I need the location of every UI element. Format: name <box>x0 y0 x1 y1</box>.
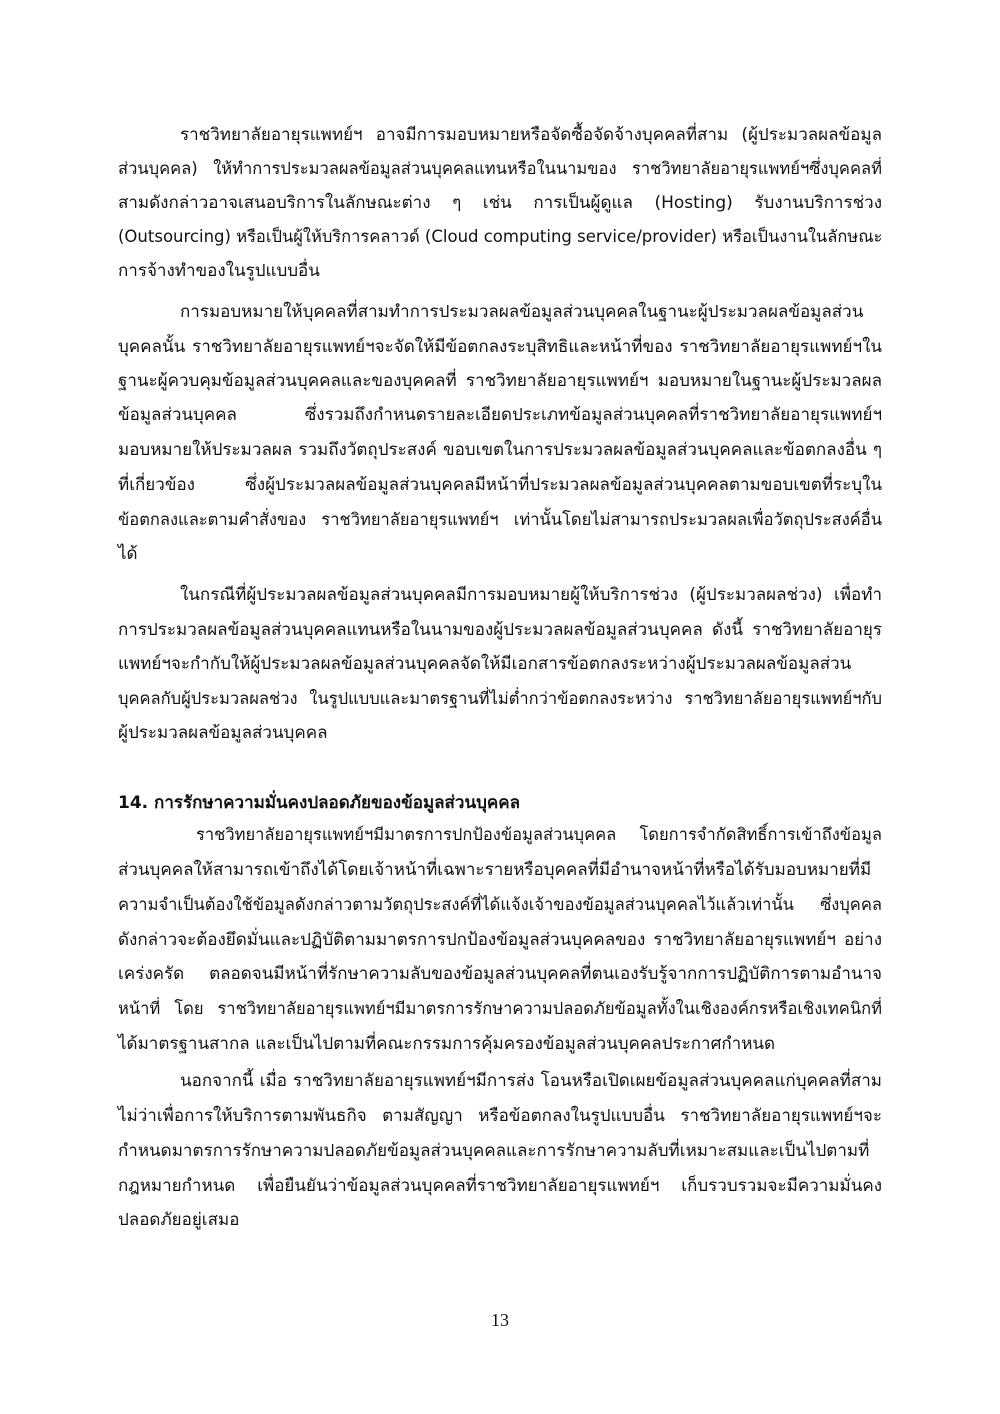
text-line: สามดังกล่าวอาจเสนอบริการในลักษณะต่าง ๆ เช่น การเป็นผู้ดูแล (Hosting) รับงานบริการช่วง <box>118 193 882 213</box>
section-heading: 14. การรักษาความมั่นคงปลอดภัยของข้อมูลส่วนบุคคล <box>118 793 521 813</box>
text-line: ความจำเป็นต้องใช้ข้อมูลดังกล่าวตามวัตถุประสงค์ที่ได้แจ้งเจ้าของข้อมูลส่วนบุคคลไว้แล้วเท่านั้น ซึ่งบุคคล <box>118 895 882 914</box>
text-line: ปลอดภัยอยู่เสมอ <box>118 1210 240 1230</box>
text-line: บุคคลนั้น ราชวิทยาลัยอายุรแพทย์ฯจะจัดให้มีข้อตกลงระบุสิทธิและหน้าที่ของ ราชวิทยาลัยอายุรแพทย์ฯใน <box>118 337 882 357</box>
text-line: หน้าที่ โดย ราชวิทยาลัยอายุรแพทย์ฯมีมาตรการรักษาความปลอดภัยข้อมูลทั้งในเชิงองค์กรหรือเชิงเทคนิกที่ <box>118 999 882 1018</box>
text-line: ได้มาตรฐานสากล และเป็นไปตามที่คณะกรรมการคุ้มครองข้อมูลส่วนบุคคลประกาศกำหนด <box>118 1034 776 1054</box>
text-line: (Outsourcing) หรือเป็นผู้ให้บริการคลาวด์ (Cloud computing service/provider) หรือเป็นงานในลักษณะ <box>118 227 883 246</box>
text-line: ในกรณีที่ผู้ประมวลผลข้อมูลส่วนบุคคลมีการมอบหมายผู้ให้บริการช่วง (ผู้ประมวลผลช่วง) เพื่อทำ <box>180 585 882 605</box>
text-line: การจ้างทำของในรูปแบบอื่น <box>118 261 320 281</box>
text-line: นอกจากนี้ เมื่อ ราชวิทยาลัยอายุรแพทย์ฯมีการส่ง โอนหรือเปิดเผยข้อมูลส่วนบุคคลแก่บุคคลที่สาม <box>180 1071 882 1091</box>
text-line: ส่วนบุคคลให้สามารถเข้าถึงได้โดยเจ้าหน้าที่เฉพาะรายหรือบุคคลที่มีอำนาจหน้าที่หรือได้รับมอบหมายที่มี <box>118 860 872 880</box>
text-line: ผู้ประมวลผลข้อมูลส่วนบุคคล <box>118 723 328 743</box>
text-line: กฎหมายกำหนด เพื่อยืนยันว่าข้อมูลส่วนบุคคลที่ราชวิทยาลัยอายุรแพทย์ฯ เก็บรวบรวมจะมีความมั่นคง <box>118 1176 882 1196</box>
text-line: มอบหมายให้ประมวลผล รวมถึงวัตถุประสงค์ ขอบเขตในการประมวลผลข้อมูลส่วนบุคคลและข้อตกลงอื่น ๆ <box>118 440 882 460</box>
text-line: ข้อตกลงและตามคำสั่งของ ราชวิทยาลัยอายุรแพทย์ฯ เท่านั้นโดยไม่สามารถประมวลผลเพื่อวัตถุประสงค์อื่น <box>118 510 882 529</box>
text-line: กำหนดมาตรการรักษาความปลอดภัยข้อมูลส่วนบุคคลและการรักษาความลับที่เหมาะสมและเป็นไปตามที่ <box>118 1141 870 1161</box>
text-line: ส่วนบุคคล) ให้ทำการประมวลผลข้อมูลส่วนบุคคลแทนหรือในนามของ ราชวิทยาลัยอายุรแพทย์ฯซึ่งบุคคลที่ <box>118 159 882 178</box>
text-line: ดังกล่าวจะต้องยึดมั่นและปฏิบัติตามมาตรการปกป้องข้อมูลส่วนบุคคลของ ราชวิทยาลัยอายุรแพทย์ฯ อย่าง <box>118 930 882 950</box>
text-line: ได้ <box>118 544 138 564</box>
text-line: ที่เกี่ยวข้อง ซึ่งผู้ประมวลผลข้อมูลส่วนบุคคลมีหน้าที่ประมวลผลข้อมูลส่วนบุคคลตามขอบเขตที่ระบุใน <box>118 475 882 495</box>
page-number: 13 <box>491 1310 509 1330</box>
text-line: เคร่งครัด ตลอดจนมีหน้าที่รักษาความลับของข้อมูลส่วนบุคคลที่ตนเองรับรู้จากการปฏิบัติการตามอำนาจ <box>118 964 882 984</box>
text-line: แพทย์ฯจะกำกับให้ผู้ประมวลผลข้อมูลส่วนบุคคลจัดให้มีเอกสารข้อตกลงระหว่างผู้ประมวลผลข้อมูลส่วน <box>118 654 852 674</box>
text-line: ฐานะผู้ควบคุมข้อมูลส่วนบุคคลและของบุคคลที่ ราชวิทยาลัยอายุรแพทย์ฯ มอบหมายในฐานะผู้ประมวลผล <box>118 371 882 391</box>
text-line: บุคคลกับผู้ประมวลผลช่วง ในรูปแบบและมาตรฐานที่ไม่ต่ำกว่าข้อตกลงระหว่าง ราชวิทยาลัยอายุรแพทย์ฯกับ <box>118 689 882 708</box>
text-line: การมอบหมายให้บุคคลที่สามทำการประมวลผลข้อมูลส่วนบุคคลในฐานะผู้ประมวลผลข้อมูลส่วน <box>180 302 864 322</box>
text-line: ไม่ว่าเพื่อการให้บริการตามพันธกิจ ตามสัญญา หรือข้อตกลงในรูปแบบอื่น ราชวิทยาลัยอายุรแพทย์ฯจะ <box>118 1106 882 1126</box>
text-line: ข้อมูลส่วนบุคคล ซึ่งรวมถึงกำหนดรายละเอียดประเภทข้อมูลส่วนบุคคลที่ราชวิทยาลัยอายุรแพทย์ฯ <box>118 405 882 425</box>
text-line: ราชวิทยาลัยอายุรแพทย์ฯมีมาตรการปกป้องข้อมูลส่วนบุคคล โดยการจำกัดสิทธิ์การเข้าถึงข้อมูล <box>196 825 882 844</box>
text-line: ราชวิทยาลัยอายุรแพทย์ฯ อาจมีการมอบหมายหรือจัดซื้อจัดจ้างบุคคลที่สาม (ผู้ประมวลผลข้อมูล <box>180 125 882 145</box>
text-line: การประมวลผลข้อมูลส่วนบุคคลแทนหรือในนามของผู้ประมวลผลข้อมูลส่วนบุคคล ดังนี้ ราชวิทยาลัยอายุร <box>118 620 882 640</box>
